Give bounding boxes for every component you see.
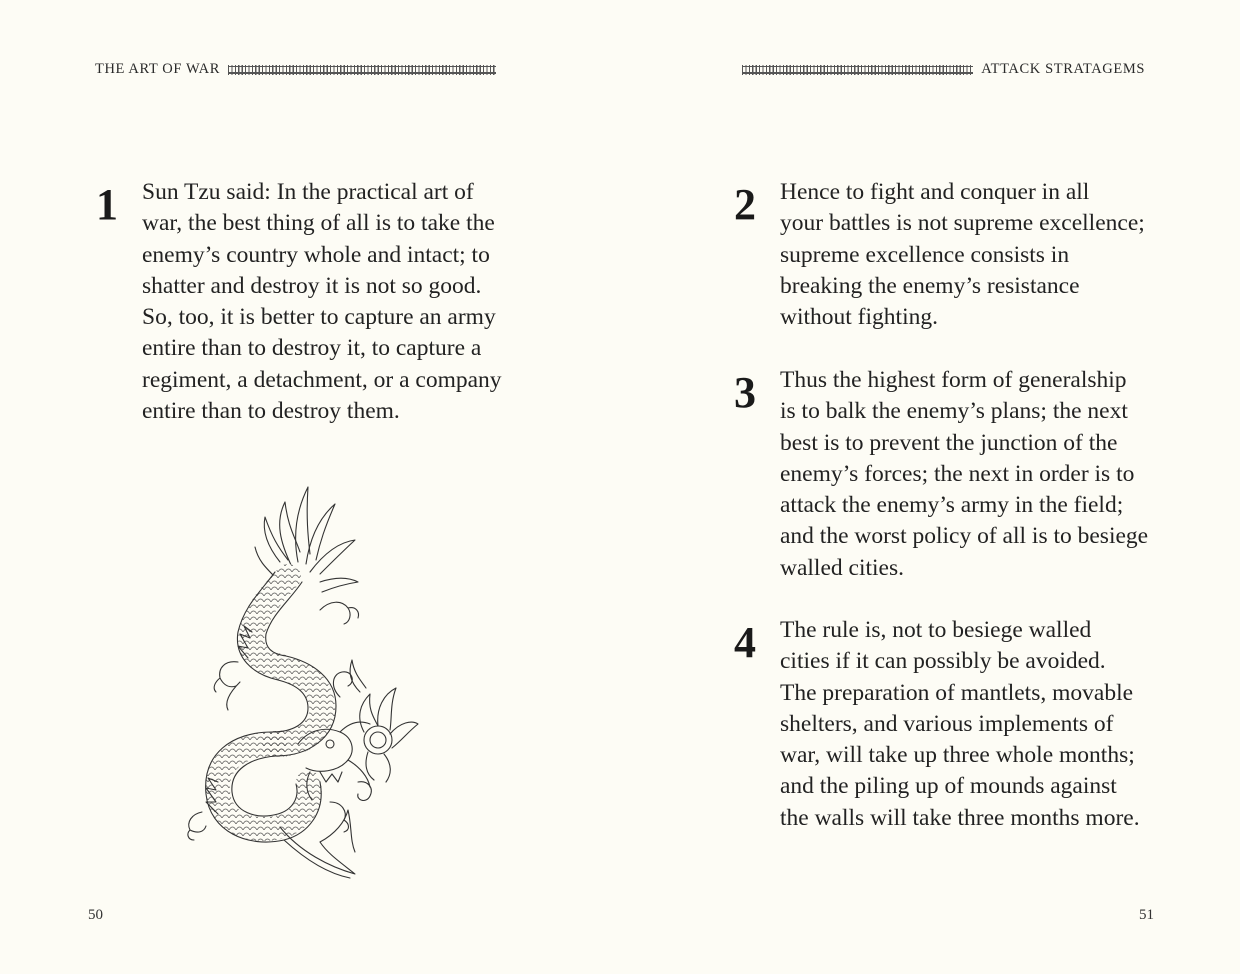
- verse-text: Thus the highest form of generalship is to balk the enemy’s plans; the next best is to prevent the junction of the enemy’s forces; the next in order is to attack the enemy’s army in the field; and the worst policy of all is to besiege walled cities.: [780, 367, 1149, 581]
- page-number-left: 50: [88, 907, 103, 923]
- book-title: THE ART OF WAR: [95, 61, 221, 77]
- page-number-right: 51: [1139, 907, 1154, 923]
- verse-4: [734, 615, 1140, 834]
- verse-number: 3: [734, 368, 756, 417]
- verse-1: [96, 177, 502, 427]
- verse-number: 4: [734, 618, 756, 667]
- verse-number: 2: [734, 180, 756, 229]
- verse-text: Hence to fight and conquer in all your battles is not supreme excellence; supreme excellence consists in breaking the enemy’s resistance without fighting.: [780, 179, 1145, 331]
- running-head-right: [742, 61, 1145, 78]
- dragon-illustration: [180, 482, 425, 882]
- right-page: [620, 0, 1240, 974]
- verse-number: 1: [96, 180, 118, 229]
- ornament-rule-right: [742, 65, 973, 75]
- verse-3: [734, 365, 1148, 584]
- running-head-left: [95, 61, 496, 78]
- verse-2: [734, 177, 1145, 333]
- ornament-rule-left: [228, 65, 496, 75]
- chapter-title: ATTACK STRATAGEMS: [981, 61, 1145, 77]
- verse-text: Sun Tzu said: In the practical art of war, the best thing of all is to take the enemy’s country whole and intact; to shatter and destroy it is not so good. So, too, it is better to capture an army entire than to destroy it, to capture a regiment, a detachment, or a company entire than to destroy them.: [142, 179, 502, 425]
- verse-text: The rule is, not to besiege walled cities if it can possibly be avoided. The preparation of mantlets, movable shelters, and various implements of war, will take up three whole months; and the piling up of mounds against the walls will take three months more.: [780, 617, 1140, 831]
